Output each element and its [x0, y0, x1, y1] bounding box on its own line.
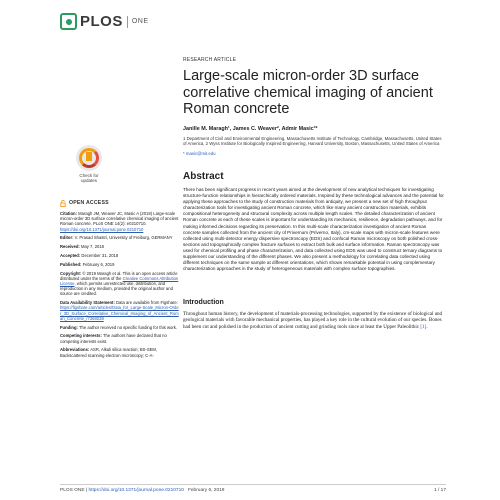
editor: Editor: V. Prasad Shastri, University of Freiburg, GERMANY [60, 235, 173, 241]
corresponding-email[interactable]: * masic@mit.edu [183, 151, 216, 157]
abbreviations: Abbreviations: ASR, Alkali silica reaction; BS-SEM, Backscattered scanning electron microscopy; C-A- [60, 347, 158, 358]
accepted-date: Accepted: December 31, 2018 [60, 253, 119, 258]
article-main [183, 57, 443, 330]
plos-logo-icon [60, 13, 77, 30]
article-sidebar [60, 200, 180, 361]
logo-subtitle: ONE [131, 18, 149, 25]
citation-doi-link[interactable]: https://doi.org/10.1371/journal.pone.0210710 [60, 226, 144, 232]
article-title: Large-scale micron-order 3D surface correlative chemical imaging of ancient Roman concrete [183, 68, 433, 117]
data-availability: Data Availability Statement: Data are available from Figshare: https://figshare.com/articles/Data_for_Large-Scale_Micron-Order_3D_Surface_Correlative_Chemical_Imaging_of_Ancient_Roman_Concrete_/7368038 [60, 300, 179, 321]
funding: Funding: The author received no specific funding for this work. [60, 324, 177, 330]
introduction-heading: Introduction [183, 299, 224, 307]
competing-interests: Competing interests: The authors have declared that no competing interests exist. [60, 333, 167, 344]
received-date: Received: May 7, 2018 [60, 244, 105, 250]
article-type: RESEARCH ARTICLE [183, 57, 237, 63]
journal-logo[interactable] [60, 13, 149, 30]
check-for-updates-label: Check for updates [79, 173, 99, 183]
open-access-label: OPEN ACCESS [60, 200, 180, 207]
abstract-heading: Abstract [183, 171, 224, 183]
page-number: 1 / 17 [433, 488, 446, 493]
footer-doi-link[interactable]: https://doi.org/10.1371/journal.pone.0210710 [88, 488, 184, 493]
license-link[interactable]: Creative Commons Attribution License [60, 275, 179, 286]
author-list: Janille M. Maragh¹, James C. Weaver², Admir Masic¹* [183, 125, 318, 132]
copyright: Copyright: © 2019 Maragh et al. This is an open access article distributed under the terms of the Creative Commons Attribution License, which permits unrestricted use, distribution, and reproduction in any medium, provided the original author and source are credited. [60, 270, 179, 297]
introduction-text: Throughout human history, the development of materials-processing technologies, supported by the existence of biological and geological materials with favorable mechanical properties, has played a key role in the cultural evolution of our species. Bones had been cut and polished in the production of ancient cutting and grinding tools since at least the Upper Paleolithic [1]. [183, 311, 443, 330]
check-for-updates-icon [76, 145, 102, 171]
published-date: Published: February 6, 2019 [60, 261, 115, 267]
logo-text: PLOS [80, 13, 123, 30]
abstract-text: There has been significant progress in recent years aimed at the development of new analytical techniques for investigating structure-function relationships in hierarchically ordered materials. Inspired by these technological advances and the potential for applying these approaches to the study of construction materials from antiquity, we present a new set of high throughput characterization tools for investigating ancient Roman concrete, which like many ancient construction materials, exhibits compositional heterogeneity and structural complexity across multiple length scales. The detailed characterization of ancient Roman concrete at each of these scales is important for understanding its mechanics, resilience, degradation pathways, and for making informed decisions regarding its preservation. In this multi-scale characterization investigation of ancient Roman concrete samples collected from the ancient city of Privernum (Priverno, Italy), cm-scale maps with micron-scale features were collected using multi-detector energy dispersive spectroscopy (EDS) and confocal Raman microscopy on both polished cross-sections and topographically complex fracture surfaces to extract both bulk and surface information. Raman spectroscopy was used for chemical profiling and phase characterization, and data collected using EDS was used to construct ternary diagrams to supplement our understanding of the different phases. We also present a methodology for correlating data collected using different techniques on the same sample at different orientations, which shows remarkable potential in using complementary characterization approaches in the study of heterogeneous materials with complex surface topographies. [183, 187, 444, 272]
figshare-link[interactable]: https://figshare.com/articles/Data_for_Large-Scale_Micron-Order_3D_Surface_Correlative_Chemical_Imaging_of_Ancient_Roman_Concrete_/7368038 [60, 305, 179, 321]
reference-link[interactable]: [1] [420, 323, 427, 330]
open-lock-icon [60, 200, 66, 207]
footer-citation: PLOS ONE | https://doi.org/10.1371/journal.pone.0210710 February 6, 2019 [60, 488, 225, 493]
page-footer [60, 484, 446, 493]
logo-divider [127, 16, 128, 28]
check-for-updates-badge[interactable] [76, 145, 102, 189]
affiliations: 1 Department of Civil and Environmental Engineering, Massachusetts Institute of Technology, Cambridge, Massachusetts, United States of America, 2 Wyss Institute for Biologically Inspired Engineering, Harvard University, Boston, Massachusetts, United States of America [183, 135, 442, 146]
citation: Citation: Maragh JM, Weaver JC, Masic A (2019) Large-scale micron-order 3D surface correlative chemical imaging of ancient Roman concrete. PLoS ONE 14(2): e0210710. https://doi.org/10.1371/journal.pone.0210710 [60, 211, 179, 232]
